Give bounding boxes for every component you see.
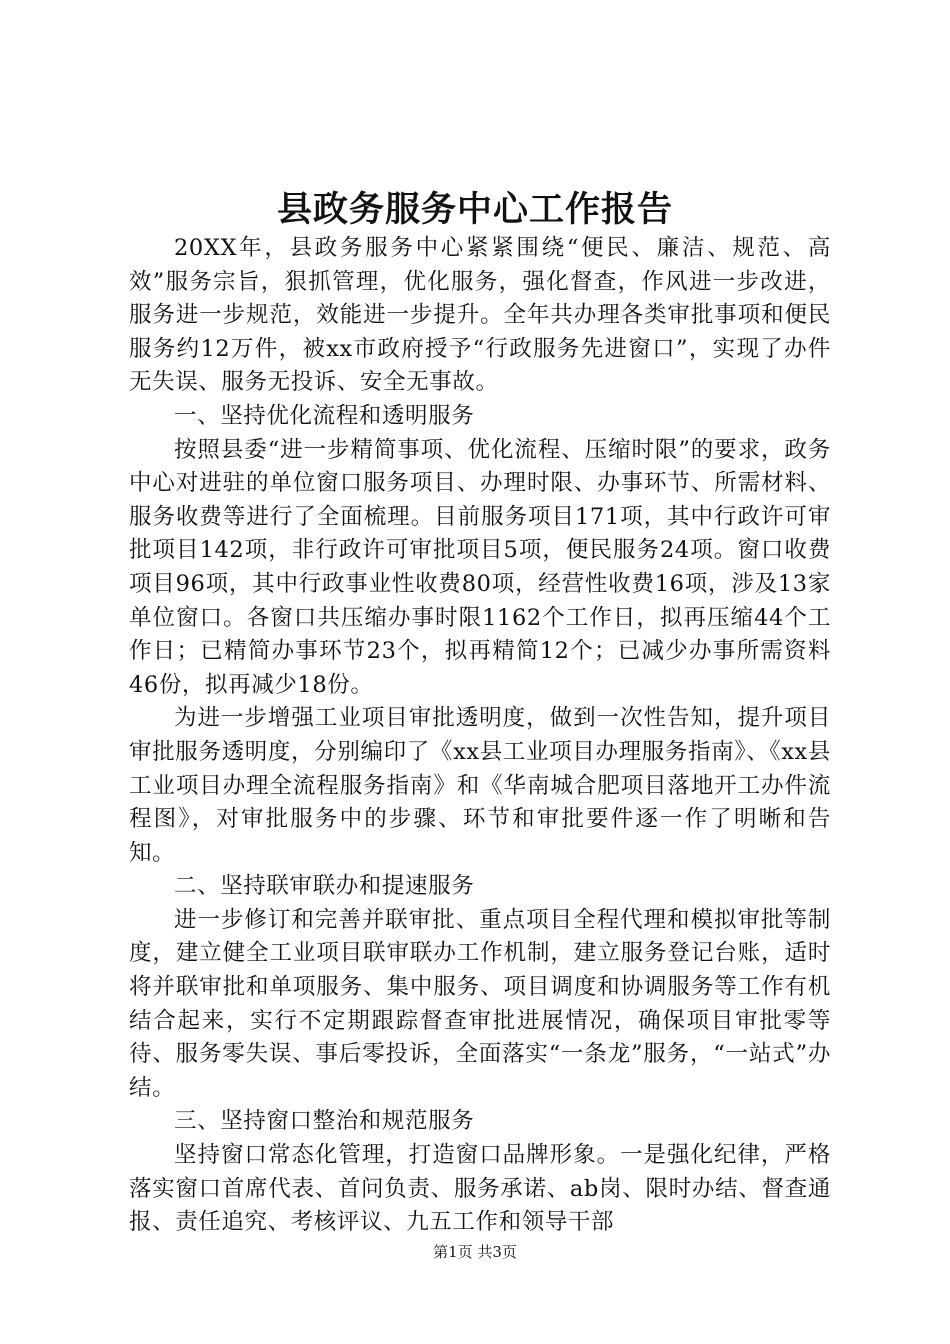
body-paragraph: 坚持窗口常态化管理，打造窗口品牌形象。一是强化纪律，严格落实窗口首席代表、首问负责、服务承诺、ab岗、限时办结、督查通报、责任追究、考核评议、九五工作和领导干部: [129, 1142, 831, 1236]
document-body: [129, 232, 831, 1240]
section-heading-3: 三、坚持窗口整治和规范服务: [174, 1108, 475, 1135]
section-heading-1: 一、坚持优化流程和透明服务: [174, 402, 475, 429]
intro-paragraph: 20XX年，县政务服务中心紧紧围绕“便民、廉洁、规范、高效”服务宗旨，狠抓管理，优化服务，强化督查，作风进一步改进，服务进一步规范，效能进一步提升。全年共办理各类审批事项和便民服务约12万件，被xx市政府授予“行政服务先进窗口”，实现了办件无失误、服务无投诉、安全无事故。: [129, 235, 831, 396]
body-paragraph: 为进一步增强工业项目审批透明度，做到一次性告知，提升项目审批服务透明度，分别编印了《xx县工业项目办理服务指南》、《xx县工业项目办理全流程服务指南》和《华南城合肥项目落地开工办件流程图》，对审批服务中的步骤、环节和审批要件逐一作了明晰和告知。: [129, 705, 831, 866]
body-paragraph: 按照县委“进一步精简事项、优化流程、压缩时限”的要求，政务中心对进驻的单位窗口服务项目、办理时限、办事环节、所需材料、服务收费等进行了全面梳理。目前服务项目171项，其中行政许可审批项目142项，非行政许可审批项目5项，便民服务24项。窗口收费项目96项，其中行政事业性收费80项，经营性收费16项，涉及13家单位窗口。各窗口共压缩办事时限1162个工作日，拟再压缩44个工作日；已精简办事环节23个，拟再精简12个；已减少办事所需资料46份，拟再减少18份。: [129, 436, 831, 698]
body-paragraph: 进一步修订和完善并联审批、重点项目全程代理和模拟审批等制度，建立健全工业项目联审联办工作机制，建立服务登记台账，适时将并联审批和单项服务、集中服务、项目调度和协调服务等工作有机结合起来，实行不定期跟踪督查审批进展情况，确保项目审批零等待、服务零失误、事后零投诉，全面落实“一条龙”服务，“一站式”办结。: [129, 906, 831, 1101]
section-heading-2: 二、坚持联审联办和提速服务: [174, 873, 475, 900]
page-title: 县政务服务中心工作报告: [276, 189, 673, 230]
page-footer: 第1页 共3页: [433, 1243, 517, 1261]
